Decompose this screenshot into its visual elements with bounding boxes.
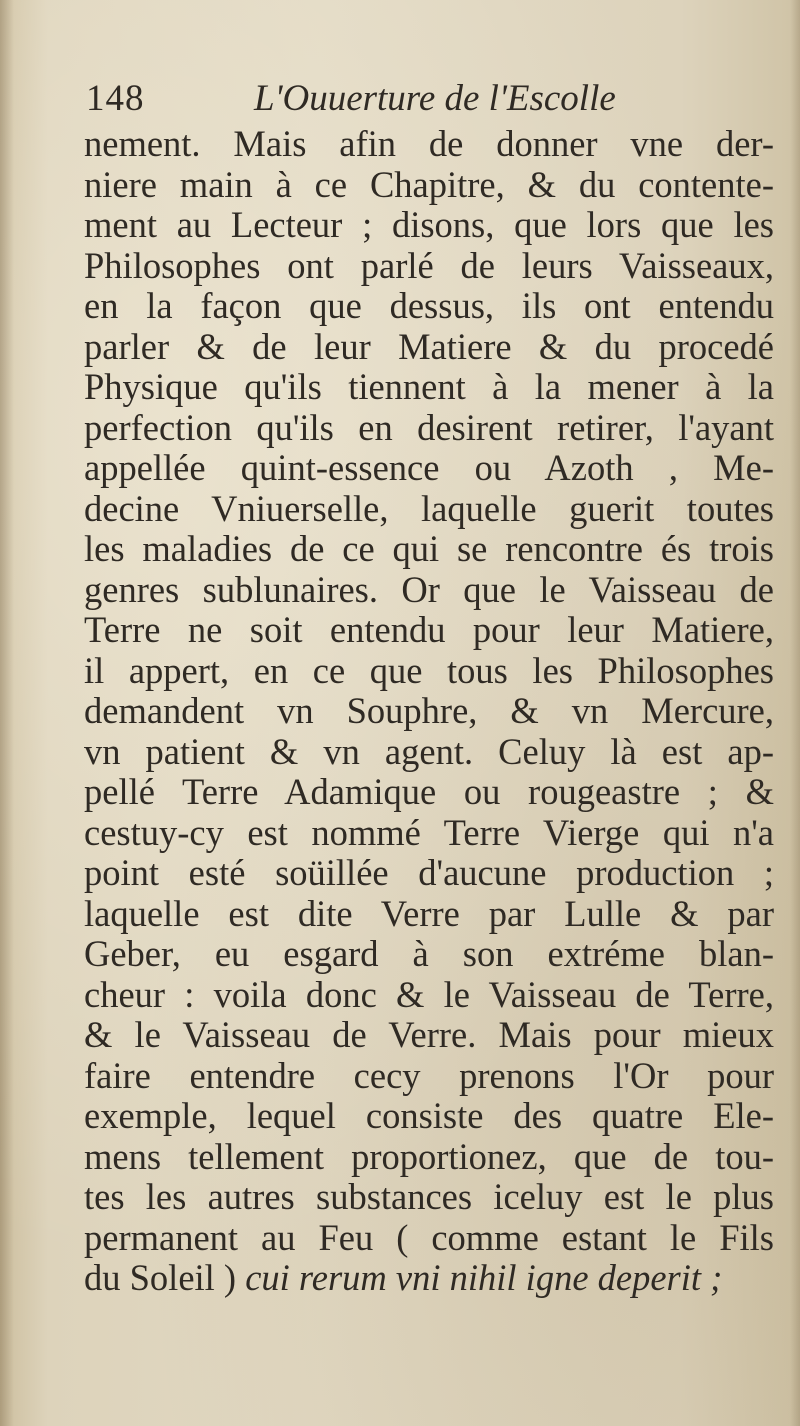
text-line: cheur : voila donc & le Vaisseau de Terre, [84, 974, 774, 1015]
text-line: & le Vaisseau de Verre. Mais pour mieux [84, 1015, 774, 1055]
text-line: vn patient & vn agent. Celuy là est ap- [84, 731, 774, 772]
text-line: ment au Lecteur ; disons, que lors que les [84, 205, 774, 245]
text-line: decine Vniuerselle, laquelle guerit toutes [84, 488, 774, 529]
text-line: pellé Terre Adamique ou rougeastre ; & [84, 772, 774, 812]
final-line-latin-italic: cui rerum vni nihil igne deperit ; [245, 1258, 723, 1298]
final-line-roman: du Soleil ) [84, 1258, 237, 1298]
text-line: mens tellement proportionez, que de tou- [84, 1136, 774, 1177]
running-title: L'Ouuerture de l'Escolle [254, 78, 616, 119]
text-line: Geber, eu esgard à son extréme blan- [84, 934, 774, 974]
text-line: Terre ne soit entendu pour leur Matiere, [84, 610, 774, 650]
body-text [84, 124, 774, 1299]
text-line: genres sublunaires. Or que le Vaisseau de [84, 569, 774, 610]
text-line: demandent vn Souphre, & vn Mercure, [84, 691, 774, 731]
text-line: faire entendre cecy prenons l'Or pour [84, 1055, 774, 1096]
page-number: 148 [86, 78, 145, 119]
text-line: Physique qu'ils tiennent à la mener à la [84, 367, 774, 407]
text-line: exemple, lequel consiste des quatre Ele- [84, 1096, 774, 1136]
text-line-final [84, 1258, 774, 1299]
page-edge-shadow-right [790, 0, 800, 1426]
text-line: en la façon que dessus, ils ont entendu [84, 286, 774, 326]
text-line: permanent au Feu ( comme estant le Fils [84, 1217, 774, 1258]
text-line: tes les autres substances iceluy est le plus [84, 1177, 774, 1217]
text-line: perfection qu'ils en desirent retirer, l'ayant [84, 407, 774, 448]
page-edge-shadow-left [0, 0, 14, 1426]
text-line: niere main à ce Chapitre, & du contente- [84, 164, 774, 205]
running-head [86, 74, 706, 124]
text-line: nement. Mais afin de donner vne der- [84, 124, 774, 164]
text-line: laquelle est dite Verre par Lulle & par [84, 893, 774, 934]
text-line: Philosophes ont parlé de leurs Vaisseaux, [84, 245, 774, 286]
text-line: point esté soüillée d'aucune production ; [84, 853, 774, 893]
text-line: cestuy-cy est nommé Terre Vierge qui n'a [84, 812, 774, 853]
text-line: parler & de leur Matiere & du procedé [84, 326, 774, 367]
text-line: les maladies de ce qui se rencontre és trois [84, 529, 774, 569]
text-line: appellée quint-essence ou Azoth , Me- [84, 448, 774, 488]
text-line: il appert, en ce que tous les Philosophes [84, 650, 774, 691]
